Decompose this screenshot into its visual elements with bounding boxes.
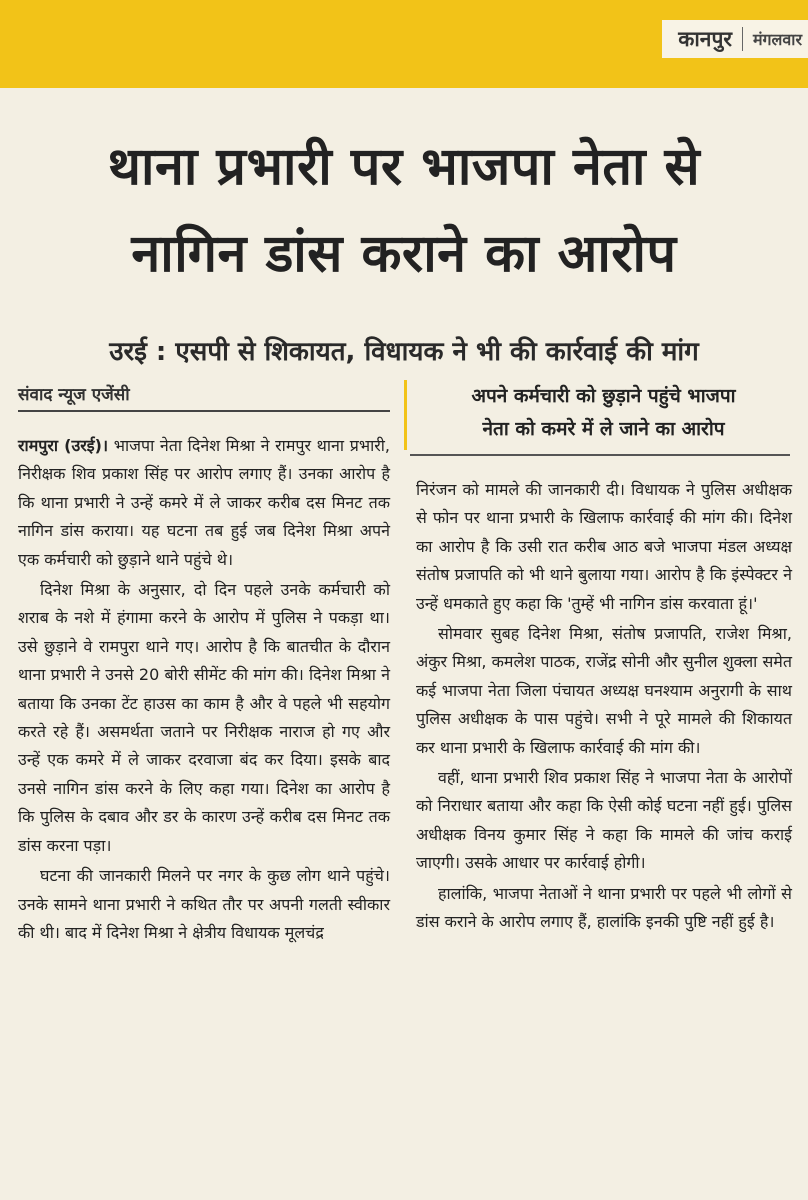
paragraph-text: भाजपा नेता दिनेश मिश्रा ने रामपुर थाना प्रभारी, निरीक्षक शिव प्रकाश सिंह पर आरोप लगाए हैं। उनका आरोप है कि थाना प्रभारी ने उन्हें कमरे में ले जाकर करीब दस मिनट तक नागिन डांस कराया। यह घटना तब हुई जब दिनेश मिश्रा अपने एक कर्मचारी को छुड़ाने थाने पहुंचे थे। [18,436,390,569]
paragraph: वहीं, थाना प्रभारी शिव प्रकाश सिंह ने भाजपा नेता के आरोपों को निराधार बताया और कहा कि ऐसी कोई घटना नहीं हुई। पुलिस अधीक्षक विनय कुमार सिंह ने कहा कि मामले की जांच कराई जाएगी। उसके आधार पर कार्रवाई होगी। [416,768,792,873]
paragraph: हालांकि, भाजपा नेताओं ने थाना प्रभारी पर पहले भी लोगों से डांस कराने के आरोप लगाए हैं, हालांकि इनकी पुष्टि नहीं हुई है। [416,883,792,932]
byline: संवाद न्यूज एजेंसी [18,385,130,405]
masthead-bar [0,0,808,88]
paragraph: निरंजन को मामले की जानकारी दी। विधायक ने पुलिस अधीक्षक से फोन पर थाना प्रभारी के खिलाफ कार्रवाई की मांग की। दिनेश का आरोप है कि उसी रात करीब आठ बजे भाजपा मंडल अध्यक्ष संतोष प्रजापति को भी थाने बुलाया गया। आरोप है कि इंस्पेक्टर ने उन्हें धमकाते हुए कहा कि 'तुम्हें भी नागिन डांस करवाता हूं।' [416,480,792,613]
article-column-right [416,476,792,939]
paragraph: सोमवार सुबह दिनेश मिश्रा, संतोष प्रजापति, राजेश मिश्रा, अंकुर मिश्रा, कमलेश पाठक, राजेंद्र सोनी और सुनील शुक्ला समेत कई भाजपा नेता जिला पंचायत अध्यक्ष घनश्याम अनुरागी के साथ पुलिस अधीक्षक के पास पहुंचे। सभी ने पूरे मामले की शिकायत कर थाना प्रभारी के खिलाफ कार्रवाई की मांग की। [416,624,792,757]
paragraph: घटना की जानकारी मिलने पर नगर के कुछ लोग थाने पहुंचे। उनके सामने थाना प्रभारी ने कथित तौर पर अपनी गलती स्वीकार की थी। बाद में दिनेश मिश्रा ने क्षेत्रीय विधायक मूलचंद्र [18,866,390,942]
headline-line-2: नागिन डांस कराने का आरोप [131,224,677,285]
edition-day: मंगलवार [752,30,802,49]
edition-divider [742,27,743,51]
paragraph: दिनेश मिश्रा के अनुसार, दो दिन पहले उनके कर्मचारी को शराब के नशे में हंगामा करने के आरोप में पुलिस ने पकड़ा था। उसे छुड़ाने वे रामपुरा थाने गए। आरोप है कि बातचीत के दौरान थाना प्रभारी ने उनसे 20 बोरी सीमेंट की मांग की। दिनेश मिश्रा ने बताया कि उनका टेंट हाउस का काम है और वे पहले भी सहयोग करते रहे हैं। असमर्थता जताने पर निरीक्षक नाराज हो गए और उन्हें एक कमरे में ले जाकर दरवाजा बंद कर दिया। इसके बाद उनसे नागिन डांस करने के लिए कहा गया। दिनेश का आरोप है कि पुलिस के दबाव और डर के कारण उन्हें करीब दस मिनट तक डांस करना पड़ा। [18,580,390,855]
byline-rule [18,410,390,412]
deck-line-2: नेता को कमरे में ले जाने का आरोप [482,418,725,440]
dateline: रामपुरा (उरई)। [18,436,109,455]
headline-line-1: थाना प्रभारी पर भाजपा नेता से [107,137,701,197]
deck-rule [410,454,790,456]
deck-line-1: अपने कर्मचारी को छुड़ाने पहुंचे भाजपा [471,385,736,407]
article-column-left [18,432,390,949]
edition-city: कानपुर [678,27,732,51]
deck [404,380,800,450]
headline [0,124,808,299]
paragraph [18,432,390,574]
subheadline: उरई : एसपी से शिकायत, विधायक ने भी की कार्रवाई की मांग [109,337,699,367]
edition-label [662,20,808,58]
